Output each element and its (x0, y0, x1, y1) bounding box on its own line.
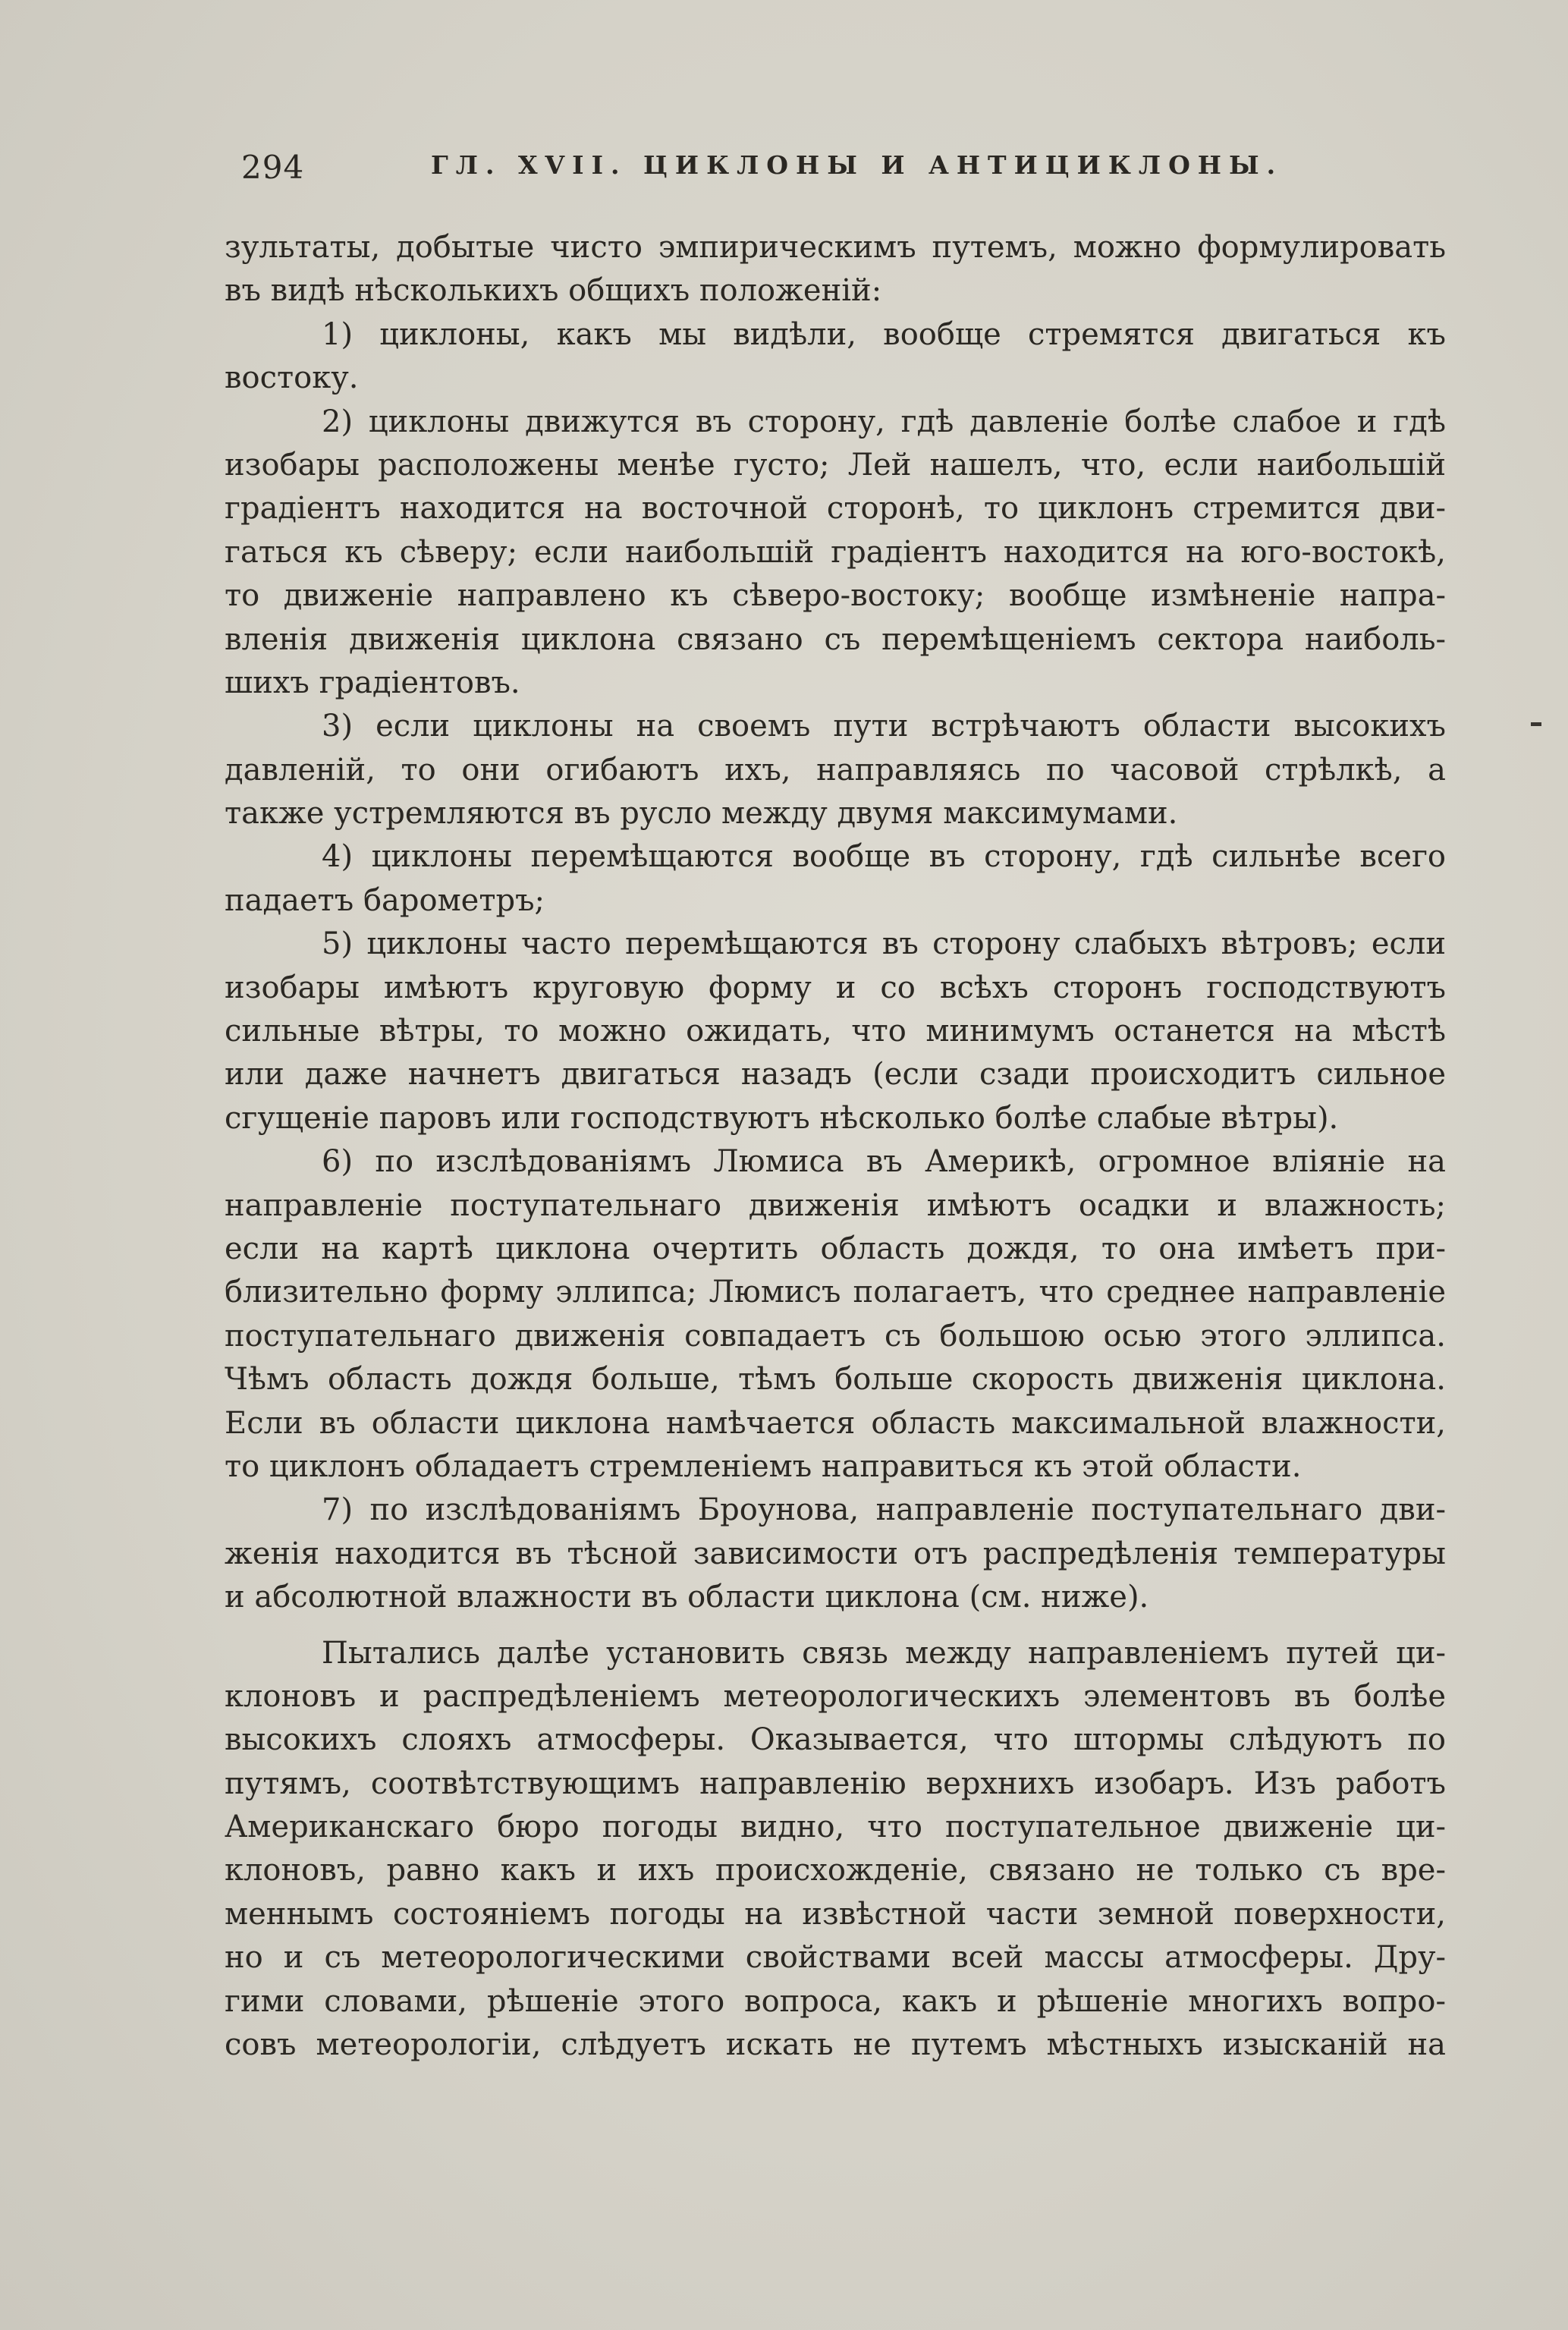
page-header (241, 149, 1455, 194)
text-line: высокихъ слояхъ атмосферы. Оказывается, что штормы слѣдуютъ по (225, 1722, 1446, 1758)
text-line: гими словами, рѣшенiе этого вопроса, какъ и рѣшенiе многихъ вопро- (225, 1983, 1446, 2019)
text-line: шихъ градiентовъ. (225, 665, 520, 700)
text-line: въ видѣ нѣсколькихъ общихъ положенiй: (225, 273, 882, 309)
text-line: Если въ области циклона намѣчается область максимальной влажности, (225, 1405, 1446, 1441)
text-line: 7) по изслѣдованiямъ Броунова, направленiе поступательнаго дви- (322, 1492, 1446, 1528)
text-line: 6) по изслѣдованiямъ Люмиса въ Америкѣ, огромное влiянiе на (322, 1144, 1446, 1180)
margin-mark (1531, 722, 1541, 726)
text-line: Чѣмъ область дождя больше, тѣмъ больше скорость движенiя циклона. (225, 1362, 1446, 1398)
text-line: 5) циклоны часто перемѣщаются въ сторону слабыхъ вѣтровъ; если (322, 926, 1446, 962)
text-line: 1) циклоны, какъ мы видѣли, вообще стремятся двигаться къ (322, 316, 1446, 352)
text-line: давленiй, то они огибаютъ ихъ, направляясь по часовой стрѣлкѣ, а (225, 752, 1446, 788)
text-line: Пытались далѣе установить связь между направленiемъ путей ци- (322, 1635, 1446, 1671)
text-line: Американскаго бюро погоды видно, что поступательное движенiе ци- (225, 1810, 1446, 1845)
text-line: совъ метеорологiи, слѣдуетъ искать не путемъ мѣстныхъ изысканiй на (225, 2027, 1446, 2063)
text-line: но и съ метеорологическими свойствами всей массы атмосферы. Дру- (225, 1940, 1446, 1976)
text-line: вленiя движенiя циклона связано съ перемѣщенiемъ сектора наиболь- (225, 621, 1446, 657)
text-line: направленiе поступательнаго движенiя имѣютъ осадки и влажность; (225, 1187, 1446, 1223)
text-line: меннымъ состоянiемъ погоды на извѣстной части земной поверхности, (225, 1896, 1446, 1932)
text-line: или даже начнетъ двигаться назадъ (если сзади происходитъ сильное (225, 1057, 1446, 1093)
paragraph-gap (225, 1620, 1446, 1632)
text-line: если на картѣ циклона очертить область дождя, то она имѣетъ при- (225, 1231, 1446, 1266)
text-line: клоновъ, равно какъ и ихъ происхожденiе, связано не только съ вре- (225, 1853, 1446, 1888)
text-line: то циклонъ обладаетъ стремленiемъ направиться къ этой области. (225, 1448, 1302, 1484)
text-line: также устремляются въ русло между двумя максимумами. (225, 796, 1178, 832)
text-line: сильные вѣтры, то можно ожидать, что минимумъ останется на мѣстѣ (225, 1014, 1446, 1049)
text-line: близительно форму эллипса; Люмисъ полагаетъ, что среднее направленiе (225, 1275, 1446, 1310)
text-line: изобары имѣютъ круговую форму и со всѣхъ сторонъ господствуютъ (225, 970, 1446, 1005)
text-line: градiентъ находится на восточной сторонѣ, то циклонъ стремится дви- (225, 491, 1446, 527)
page-number: 294 (241, 149, 305, 186)
text-line: клоновъ и распредѣленiемъ метеорологическихъ элементовъ въ болѣе (225, 1678, 1446, 1714)
text-line: падаетъ барометръ; (225, 882, 545, 918)
body-text (225, 226, 1446, 2067)
text-line: гаться къ сѣверу; если наибольшiй градiентъ находится на юго-востокѣ, (225, 534, 1446, 570)
text-line: поступательнаго движенiя совпадаетъ съ большою осью этого эллипса. (225, 1318, 1446, 1354)
text-line: путямъ, соотвѣтствующимъ направленiю верхнихъ изобаръ. Изъ работъ (225, 1766, 1446, 1801)
running-title: ГЛ. XVII. ЦИКЛОНЫ И АНТИЦИКЛОНЫ. (431, 150, 1284, 180)
text-line: женiя находится въ тѣсной зависимости отъ распредѣленiя температуры (225, 1536, 1446, 1571)
text-line: востоку. (225, 360, 359, 396)
text-line: и абсолютной влажности въ области циклона (см. ниже). (225, 1580, 1149, 1615)
text-line: 3) если циклоны на своемъ пути встрѣчаютъ области высокихъ (322, 709, 1446, 744)
text-line: 4) циклоны перемѣщаются вообще въ сторону, гдѣ сильнѣе всего (322, 839, 1446, 875)
text-line: 2) циклоны движутся въ сторону, гдѣ давленiе болѣе слабое и гдѣ (322, 404, 1446, 439)
text-line: то движенiе направлено къ сѣверо-востоку; вообще измѣненiе напра- (225, 578, 1446, 614)
text-line: зультаты, добытые чисто эмпирическимъ путемъ, можно формулировать (225, 230, 1446, 265)
text-line: сгущенiе паровъ или господствуютъ нѣсколько болѣе слабые вѣтры). (225, 1100, 1339, 1136)
text-line: изобары расположены менѣе густо; Лей нашелъ, что, если наибольшiй (225, 447, 1446, 483)
